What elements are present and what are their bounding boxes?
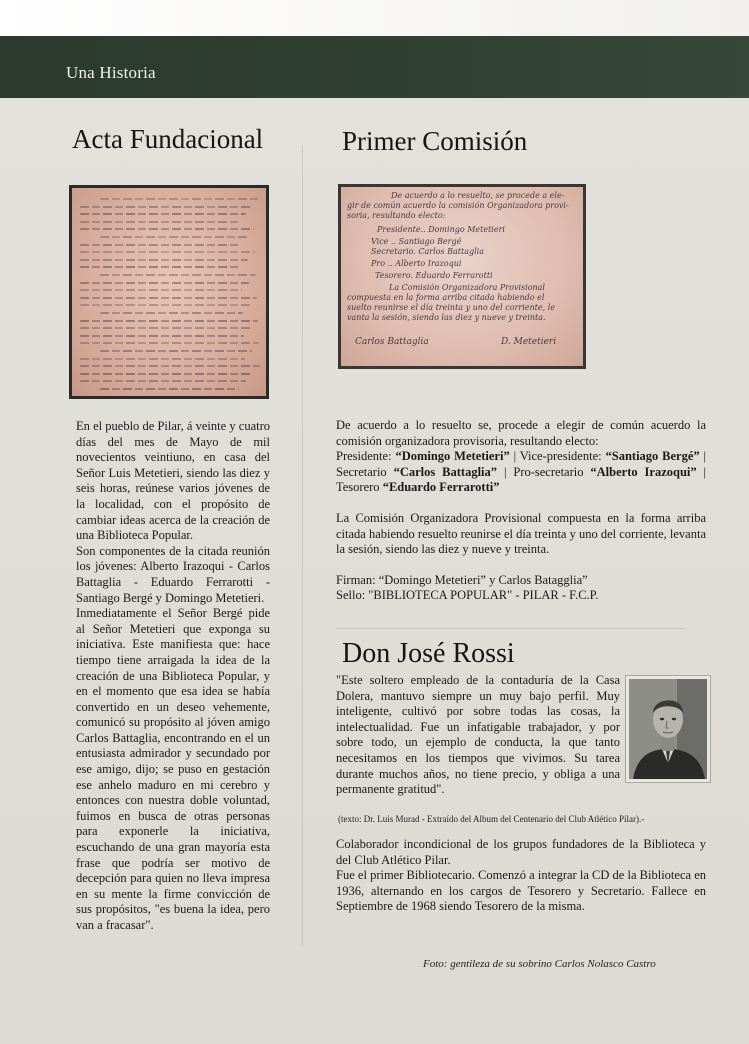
comision-intro: De acuerdo a lo resuelto se, procede a elegir de común acuerdo la comisión organizadora provisoria, resultando electo:: [336, 418, 706, 448]
handwriting-stroke: [80, 251, 255, 253]
handwriting-stroke: [100, 274, 256, 276]
header-title: Una Historia: [66, 63, 156, 82]
role-treasurer: “Eduardo Ferrarotti”: [382, 480, 500, 495]
handwriting-stroke: [100, 350, 252, 352]
rossi-bio-2: Fue el primer Bibliotecario. Comenzó a integrar la CD de la Biblioteca en 1936, alternando en los cargos de Tesorero y Secretario. Fallece en Septiembre de 1968 siendo Tesorero de la misma.: [336, 868, 706, 914]
photo-credit: Foto: gentileza de su sobrino Carlos Nolasco Castro: [423, 958, 656, 970]
handwritten-line: La Comisión Organizadora Provisional: [389, 283, 545, 292]
rossi-bio: [336, 837, 706, 915]
rossi-quote-text: "Este soltero empleado de la contaduría de la Casa Dolera, mantuvo siempre un muy bajo perfil. Muy inteligente, cultivó por sobre todas las cosas, la intelectualidad. Fue un infatigable trabajador, y por sobre todo, un ejemplo de conducta, la que tanto necesitamos en los tiempos que vivimos. Su tarea durante muchos años, no tiene precio, y obliga a una permanente gratitud".: [336, 673, 620, 797]
handwriting-stroke: [80, 289, 242, 291]
handwriting-stroke: [80, 282, 249, 284]
signature-left: Carlos Battaglia: [355, 337, 429, 347]
rossi-title-text: Don José Rossi: [342, 638, 515, 669]
comision-document-image: [338, 184, 586, 369]
handwritten-line: De acuerdo a lo resuelto, se procede a ele-: [391, 191, 565, 200]
handwritten-line: Tesorero. Eduardo Ferrarotti: [375, 271, 493, 280]
handwriting-stroke: [80, 365, 260, 367]
handwriting-stroke: [80, 266, 241, 268]
handwriting-stroke: [80, 335, 244, 337]
handwritten-line: vanta la sesión, siendo las diez y nueve y treinta.: [347, 313, 546, 322]
handwriting-stroke: [80, 297, 257, 299]
handwritten-line: Presidente.. Domingo Metetieri: [377, 225, 505, 234]
signature-right: D. Metetieri: [501, 337, 557, 347]
handwritten-line: suelto reunirse el día treinta y uno del corriente, le: [347, 303, 555, 312]
rossi-title: [342, 638, 515, 670]
comision-title: [342, 126, 527, 157]
role-secretary: “Carlos Battaglia”: [393, 464, 498, 479]
role-vice-president: “Santiago Bergé”: [605, 449, 700, 464]
role-president: “Domingo Metetieri”: [395, 449, 510, 464]
rossi-photo-frame: [625, 675, 711, 783]
acta-document-image: [69, 185, 269, 399]
section-divider: [336, 628, 686, 629]
handwriting-stroke: [80, 221, 239, 223]
handwriting-stroke: [100, 198, 260, 200]
handwritten-line: Vice .. Santiago Bergé: [371, 237, 462, 246]
handwritten-line: Secretario. Carlos Battaglia: [371, 247, 484, 256]
acta-title: [72, 124, 263, 155]
acta-document-paper: [72, 188, 266, 396]
handwritten-line: Pro .. Alberto Irazoqui: [371, 259, 462, 268]
handwriting-stroke: [80, 380, 246, 382]
comision-sello: Sello: "BIBLIOTECA POPULAR" - PILAR - F.C.P.: [336, 588, 599, 603]
rossi-portrait-photo: [629, 679, 707, 779]
acta-paragraph-2: Son componentes de la citada reunión los jóvenes: Alberto Irazoqui - Carlos Battaglia - Eduardo Ferrarotti - Santiago Bergé y Domingo Metetieri.: [76, 543, 270, 605]
handwriting-stroke: [80, 304, 250, 306]
header-bar: [0, 36, 749, 98]
handwriting-stroke: [80, 259, 248, 261]
rossi-quote: [336, 673, 620, 798]
acta-title-text: Acta Fundacional: [72, 124, 264, 154]
handwritten-line: compuesta en la forma arriba citada habiendo el: [347, 293, 545, 302]
comision-title-text: Primer Comisión: [342, 126, 528, 156]
top-strip: [0, 0, 749, 36]
handwriting-stroke: [80, 358, 245, 360]
handwriting-stroke: [80, 373, 253, 375]
comision-document-paper: [341, 187, 583, 366]
comision-roles: Presidente: “Domingo Metetieri” | Vice-presidente: “Santiago Bergé” | Secretario “Carlos Battaglia” | Pro-secretario “Alberto Irazoqui” | Tesorero “Eduardo Ferrarotti”: [336, 449, 707, 495]
comision-paragraph-2: La Comisión Organizadora Provisional compuesta en la forma arriba citada habiendo resuelto reunirse el día treinta y uno del corriente, levanta la sesión, siendo las diez y nueve y treinta.: [336, 510, 706, 557]
handwriting-stroke: [80, 342, 259, 344]
handwriting-stroke: [80, 206, 253, 208]
handwriting-stroke: [100, 312, 243, 314]
comision-body: [336, 418, 706, 604]
handwriting-stroke: [80, 244, 240, 246]
handwriting-stroke: [80, 228, 254, 230]
rossi-bio-1: Colaborador incondicional de los grupos fundadores de la Biblioteca y del Club Atlético Pilar.: [336, 837, 706, 867]
rossi-source: (texto: Dr. Luis Murad - Extraído del Album del Centenario del Club Atlético Pilar).-: [338, 814, 645, 824]
handwriting-stroke: [80, 320, 258, 322]
comision-firman: Firman: “Domingo Metetieri” y Carlos Batagglia”: [336, 572, 588, 587]
handwriting-stroke: [80, 213, 246, 215]
handwriting-stroke: [100, 236, 247, 238]
column-divider: [302, 145, 303, 945]
role-pro-secretary: “Alberto Irazoqui”: [590, 464, 697, 479]
acta-paragraph-3: Inmediatamente el Señor Bergé pide al Señor Metetieri que exponga su iniciativa. Este manifiesta que: hace tiempo tiene arraigada la idea de la creación de una Biblioteca Popular, y en el momento que esa idea se había convertido en un deseo vehemente, comunicó su propósito al jóven amigo Carlos Battaglia, encontrando en el un entusiasta admirador y secundado por ese amigo, dijo; se puso en gestación ese anhelo maduro en mi cerebro y entonces con nuestra doble voluntad, fuimos en busca de otras personas para exponerle la iniciativa, escuchando de una gran mayoría esta frase que podría ser motivo de decepción para quien no lleva impresa en su mente la firme convicción de sus propósitos, "es buena la idea, pero van a fracasar".: [76, 606, 270, 932]
acta-paragraph-1: En el pueblo de Pilar, á veinte y cuatro días del mes de Mayo de mil novecientos veintiuno, en casa del Señor Luis Metetieri, siendo las diez y seis horas, reúnese varios jóvenes de la localidad, con el propósito de cambiar ideas acerca de la creación de una Biblioteca Popular.: [76, 419, 270, 543]
handwritten-line: soria, resultando electo:: [347, 211, 446, 220]
handwritten-line: gir de común acuerdo la comisión Organizadora provi-: [347, 201, 569, 210]
handwriting-stroke: [80, 327, 251, 329]
handwriting-stroke: [100, 388, 239, 390]
acta-body: [76, 419, 270, 934]
